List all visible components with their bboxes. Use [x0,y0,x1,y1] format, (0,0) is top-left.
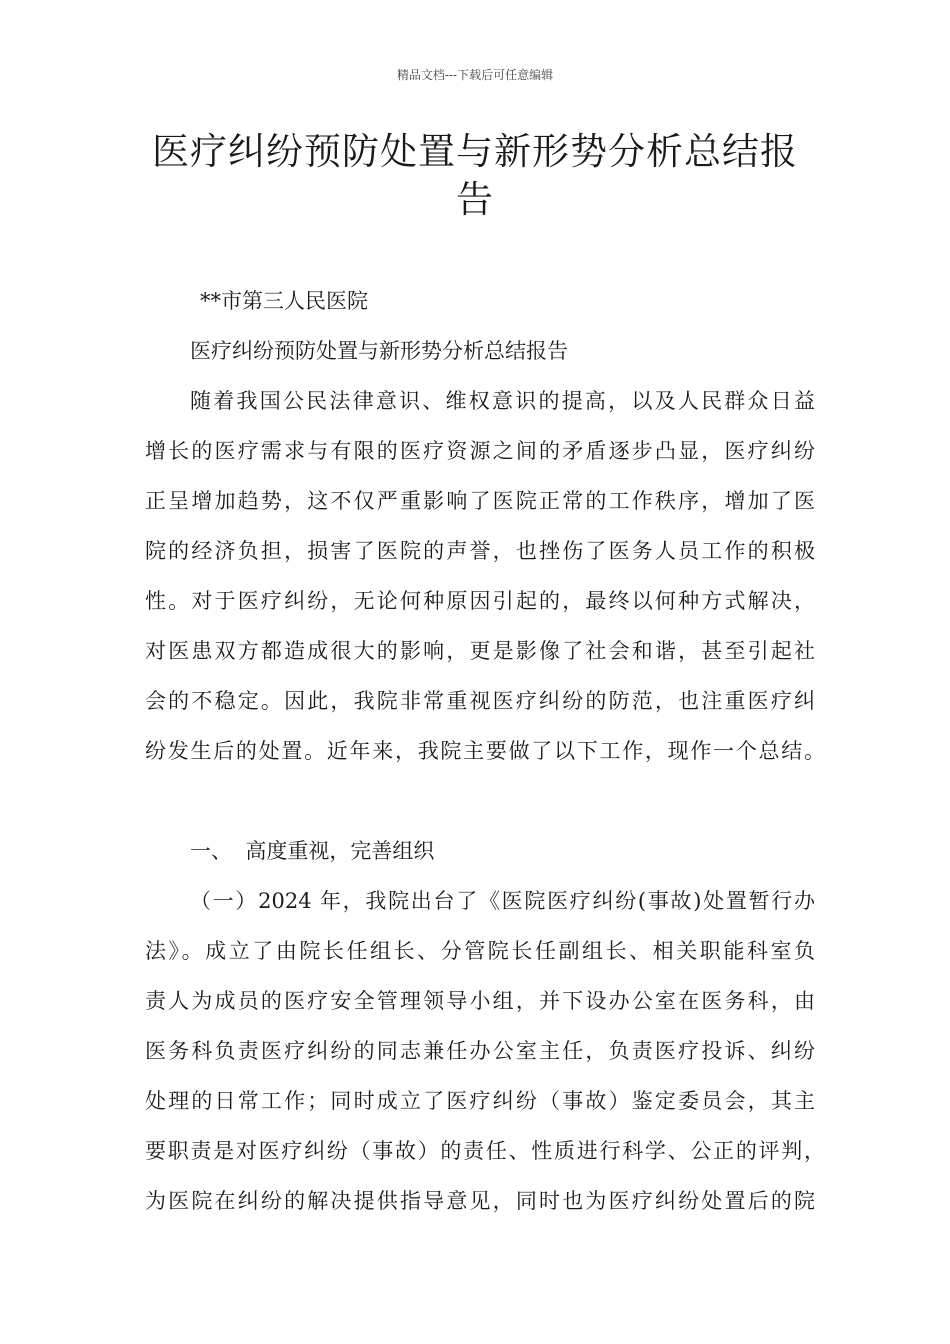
section-line: （一）2024 年，我院出台了《医院医疗纠纷(事故)处置暂行办 [190,889,815,913]
intro-line: 性。对于医疗纠纷，无论何种原因引起的，最终以何种方式解决， [145,589,815,613]
section-line: 处理的日常工作；同时成立了医疗纠纷（事故）鉴定委员会，其主 [145,1089,815,1113]
section-line: 要职责是对医疗纠纷（事故）的责任、性质进行科学、公正的评判， [145,1139,825,1163]
hospital-name: **市第三人民医院 [200,289,368,313]
section-line: 为医院在纠纷的解决提供指导意见，同时也为医疗纠纷处置后的院 [145,1189,815,1213]
document-title: 医疗纠纷预防处置与新形势分析总结报告 [152,130,798,221]
header-note: 精品文档---下载后可任意编辑 [396,68,554,82]
report-subtitle: 医疗纠纷预防处置与新形势分析总结报告 [190,339,568,363]
intro-line: 增长的医疗需求与有限的医疗资源之间的矛盾逐步凸显，医疗纠纷 [145,439,815,463]
intro-line: 纷发生后的处置。近年来，我院主要做了以下工作，现作一个总结。 [145,739,825,763]
intro-line: 随着我国公民法律意识、维权意识的提高，以及人民群众日益 [190,389,815,413]
intro-line: 对医患双方都造成很大的影响，更是影像了社会和谐，甚至引起社 [145,639,815,663]
section-line: 医务科负责医疗纠纷的同志兼任办公室主任，负责医疗投诉、纠纷 [145,1039,815,1063]
intro-line: 院的经济负担，损害了医院的声誉，也挫伤了医务人员工作的积极 [145,539,815,563]
section-line: 责人为成员的医疗安全管理领导小组，并下设办公室在医务科，由 [145,989,815,1013]
intro-line: 正呈增加趋势，这不仅严重影响了医院正常的工作秩序，增加了医 [145,489,815,513]
section-heading: 一、 高度重视，完善组织 [190,839,435,863]
section-line: 法》。成立了由院长任组长、分管院长任副组长、相关职能科室负 [145,939,815,963]
intro-line: 会的不稳定。因此，我院非常重视医疗纠纷的防范，也注重医疗纠 [145,689,815,713]
